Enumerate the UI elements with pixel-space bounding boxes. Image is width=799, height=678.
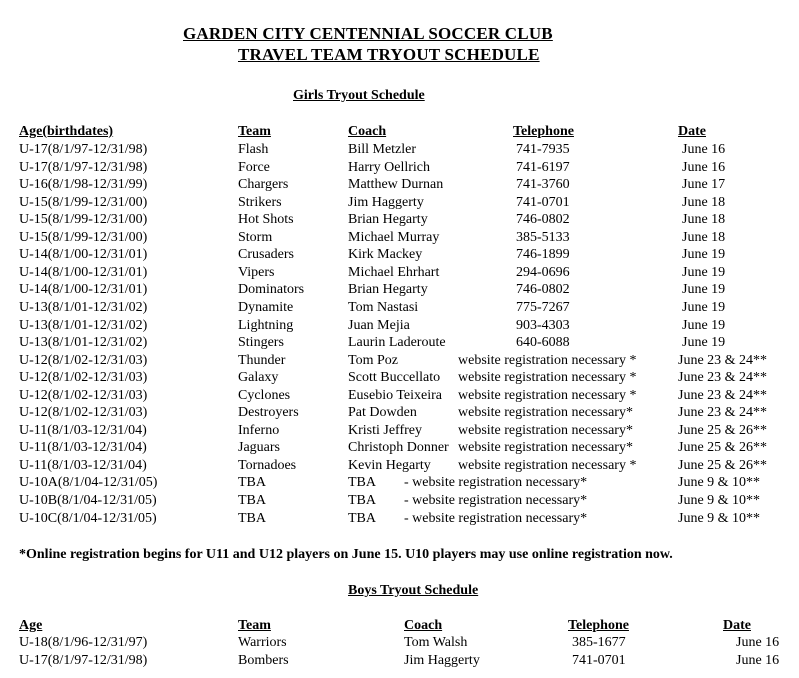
team-cell: Dominators [238,282,305,297]
coach-cell: TBA [348,475,376,490]
age-cell: U-10B(8/1/04-12/31/05) [19,493,157,508]
telephone-cell: website registration necessary* [458,405,633,420]
date-cell: June 16 [736,653,780,668]
boys-header-team: Team [238,618,271,633]
date-cell: June 16 [682,142,726,157]
team-cell: Strikers [238,195,282,210]
coach-cell: TBA [348,511,376,526]
age-cell: U-16(8/1/98-12/31/99) [19,177,148,192]
age-cell: U-14(8/1/00-12/31/01) [19,247,148,262]
telephone-cell: - website registration necessary* [404,511,588,526]
coach-cell: Michael Murray [348,230,440,245]
team-cell: Crusaders [238,247,294,262]
team-cell: Chargers [238,177,289,192]
girls-header-coach: Coach [348,124,387,139]
team-cell: Galaxy [238,370,279,385]
telephone-cell: 385-5133 [516,230,570,245]
girls-section-title: Girls Tryout Schedule [293,88,425,103]
date-cell: June 19 [682,335,726,350]
date-cell: June 19 [682,282,726,297]
age-cell: U-14(8/1/00-12/31/01) [19,282,148,297]
telephone-cell: website registration necessary * [458,353,637,368]
telephone-cell: 294-0696 [516,265,570,280]
date-cell: June 23 & 24** [678,405,768,420]
boys-header-coach: Coach [404,618,443,633]
team-cell: Dynamite [238,300,294,315]
coach-cell: Juan Mejia [348,318,410,333]
team-cell: Stingers [238,335,284,350]
age-cell: U-13(8/1/01-12/31/02) [19,335,148,350]
coach-cell: Kevin Hegarty [348,458,431,473]
team-cell: Lightning [238,318,294,333]
document-title-line1: GARDEN CITY CENTENNIAL SOCCER CLUB [183,24,553,43]
age-cell: U-17(8/1/97-12/31/98) [19,653,148,668]
coach-cell: Michael Ehrhart [348,265,440,280]
coach-cell: Kristi Jeffrey [348,423,422,438]
date-cell: June 9 & 10** [678,511,761,526]
date-cell: June 19 [682,318,726,333]
date-cell: June 9 & 10** [678,493,761,508]
coach-cell: Brian Hegarty [348,212,428,227]
boys-section-title: Boys Tryout Schedule [348,583,479,598]
boys-header-telephone: Telephone [568,618,629,633]
date-cell: June 23 & 24** [678,388,768,403]
registration-note: *Online registration begins for U11 and U12 players on June 15. U10 players may use online registration now. [19,547,673,562]
age-cell: U-13(8/1/01-12/31/02) [19,318,148,333]
girls-header-telephone: Telephone [513,124,574,139]
team-cell: Tornadoes [238,458,297,473]
team-cell: TBA [238,511,266,526]
date-cell: June 16 [736,635,780,650]
coach-cell: Tom Poz [348,353,398,368]
date-cell: June 16 [682,160,726,175]
age-cell: U-11(8/1/03-12/31/04) [19,440,147,455]
date-cell: June 9 & 10** [678,475,761,490]
age-cell: U-12(8/1/02-12/31/03) [19,370,148,385]
girls-header-team: Team [238,124,271,139]
telephone-cell: 741-7935 [516,142,570,157]
team-cell: Vipers [238,265,275,280]
date-cell: June 17 [682,177,726,192]
age-cell: U-11(8/1/03-12/31/04) [19,423,147,438]
team-cell: Cyclones [238,388,291,403]
girls-header-age: Age(birthdates) [19,124,114,139]
coach-cell: Tom Nastasi [348,300,419,315]
age-cell: U-12(8/1/02-12/31/03) [19,405,148,420]
date-cell: June 25 & 26** [678,458,768,473]
telephone-cell: website registration necessary* [458,440,633,455]
coach-cell: Jim Haggerty [404,653,480,668]
telephone-cell: website registration necessary * [458,370,637,385]
date-cell: June 18 [682,230,726,245]
telephone-cell: 741-0701 [516,195,570,210]
coach-cell: Laurin Laderoute [348,335,446,350]
boys-header-age: Age [19,618,43,633]
team-cell: Jaguars [238,440,280,455]
age-cell: U-17(8/1/97-12/31/98) [19,142,148,157]
coach-cell: Pat Dowden [348,405,417,420]
date-cell: June 19 [682,265,726,280]
date-cell: June 19 [682,300,726,315]
team-cell: Bombers [238,653,289,668]
telephone-cell: 746-0802 [516,212,570,227]
date-cell: June 25 & 26** [678,440,768,455]
coach-cell: Kirk Mackey [348,247,423,262]
coach-cell: Christoph Donner [348,440,449,455]
team-cell: Force [238,160,270,175]
coach-cell: Tom Walsh [404,635,468,650]
age-cell: U-11(8/1/03-12/31/04) [19,458,147,473]
age-cell: U-18(8/1/96-12/31/97) [19,635,148,650]
team-cell: Flash [238,142,269,157]
date-cell: June 18 [682,195,726,210]
date-cell: June 23 & 24** [678,370,768,385]
coach-cell: Matthew Durnan [348,177,444,192]
boys-header-date: Date [723,618,751,633]
telephone-cell: 746-1899 [516,247,570,262]
telephone-cell: - website registration necessary* [404,493,588,508]
team-cell: Warriors [238,635,287,650]
girls-header-date: Date [678,124,706,139]
telephone-cell: website registration necessary * [458,388,637,403]
telephone-cell: 741-3760 [516,177,570,192]
age-cell: U-12(8/1/02-12/31/03) [19,353,148,368]
age-cell: U-13(8/1/01-12/31/02) [19,300,148,315]
date-cell: June 18 [682,212,726,227]
telephone-cell: 385-1677 [572,635,626,650]
age-cell: U-15(8/1/99-12/31/00) [19,195,148,210]
telephone-cell: website registration necessary * [458,458,637,473]
team-cell: Storm [238,230,273,245]
telephone-cell: 741-0701 [572,653,626,668]
coach-cell: Harry Oellrich [348,160,431,175]
team-cell: TBA [238,475,266,490]
coach-cell: TBA [348,493,376,508]
age-cell: U-15(8/1/99-12/31/00) [19,212,148,227]
document-title-line2: TRAVEL TEAM TRYOUT SCHEDULE [238,45,540,64]
telephone-cell: 746-0802 [516,282,570,297]
team-cell: Destroyers [238,405,299,420]
coach-cell: Brian Hegarty [348,282,428,297]
date-cell: June 19 [682,247,726,262]
team-cell: Inferno [238,423,280,438]
team-cell: Thunder [238,353,286,368]
age-cell: U-14(8/1/00-12/31/01) [19,265,148,280]
age-cell: U-15(8/1/99-12/31/00) [19,230,148,245]
telephone-cell: 775-7267 [516,300,570,315]
telephone-cell: 640-6088 [516,335,570,350]
coach-cell: Jim Haggerty [348,195,424,210]
age-cell: U-17(8/1/97-12/31/98) [19,160,148,175]
date-cell: June 25 & 26** [678,423,768,438]
coach-cell: Bill Metzler [348,142,417,157]
telephone-cell: - website registration necessary* [404,475,588,490]
telephone-cell: website registration necessary* [458,423,633,438]
telephone-cell: 903-4303 [516,318,570,333]
age-cell: U-10A(8/1/04-12/31/05) [19,475,158,490]
age-cell: U-12(8/1/02-12/31/03) [19,388,148,403]
coach-cell: Scott Buccellato [348,370,441,385]
team-cell: Hot Shots [238,212,294,227]
telephone-cell: 741-6197 [516,160,570,175]
coach-cell: Eusebio Teixeira [348,388,443,403]
team-cell: TBA [238,493,266,508]
date-cell: June 23 & 24** [678,353,768,368]
age-cell: U-10C(8/1/04-12/31/05) [19,511,157,526]
